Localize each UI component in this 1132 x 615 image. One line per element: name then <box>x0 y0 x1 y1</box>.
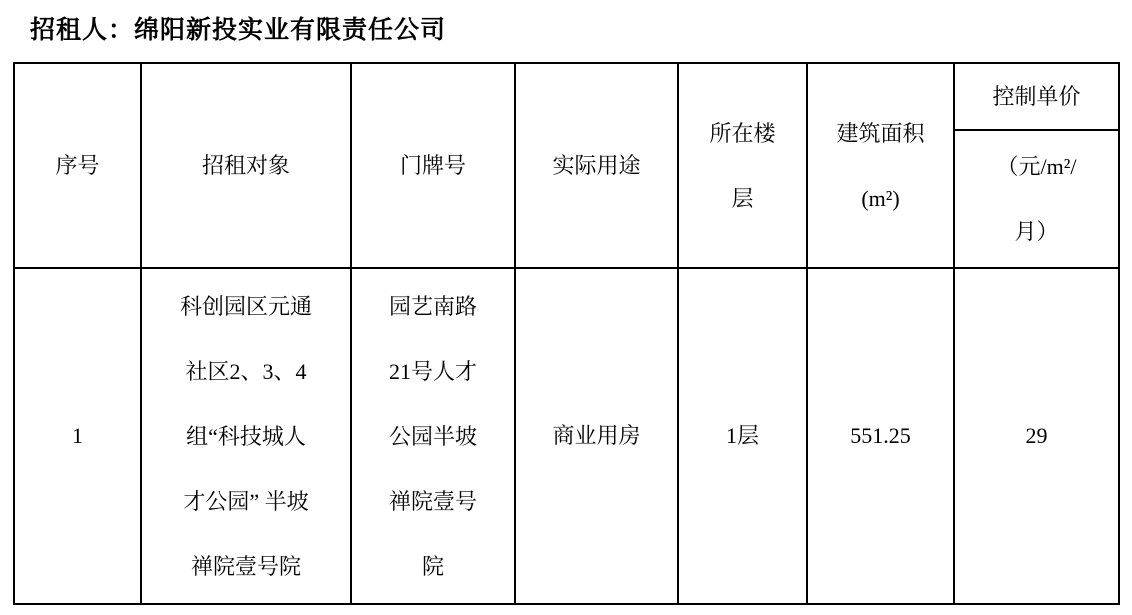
header-area <box>807 63 954 268</box>
table-row <box>14 268 1119 604</box>
cell-actual-usage: 商业用房 <box>515 268 678 604</box>
header-floor <box>678 63 807 268</box>
header-seq-label: 序号 <box>55 152 100 178</box>
header-area-label: 建筑面积 (m²) <box>836 120 925 211</box>
header-price-unit-label: （元/m²/ 月） <box>996 154 1077 244</box>
cell-price: 29 <box>954 268 1119 604</box>
header-floor-label: 所在楼 层 <box>709 120 776 211</box>
header-actual-usage-label: 实际用途 <box>552 152 641 178</box>
cell-lease-target: 科创园区元通 社区2、3、4 组“科技城人 才公园” 半坡 禅院壹号院 <box>141 268 351 604</box>
header-door-number-label: 门牌号 <box>399 152 466 178</box>
header-price-control-label: 控制单价 <box>992 83 1081 109</box>
header-lease-target-label: 招租对象 <box>201 152 290 178</box>
cell-area: 551.25 <box>807 268 954 604</box>
rental-table <box>13 62 1120 605</box>
cell-seq: 1 <box>14 268 141 604</box>
header-row-top <box>14 63 1119 130</box>
header-actual-usage <box>515 63 678 268</box>
header-price-control <box>954 63 1119 130</box>
header-seq <box>14 63 141 268</box>
header-lease-target <box>141 63 351 268</box>
header-door-number <box>351 63 515 268</box>
lessor-title: 招租人：绵阳新投实业有限责任公司 <box>30 17 447 44</box>
cell-floor: 1层 <box>678 268 807 604</box>
header-price-unit <box>954 130 1119 268</box>
cell-door-number: 园艺南路 21号人才 公园半坡 禅院壹号 院 <box>351 268 515 604</box>
